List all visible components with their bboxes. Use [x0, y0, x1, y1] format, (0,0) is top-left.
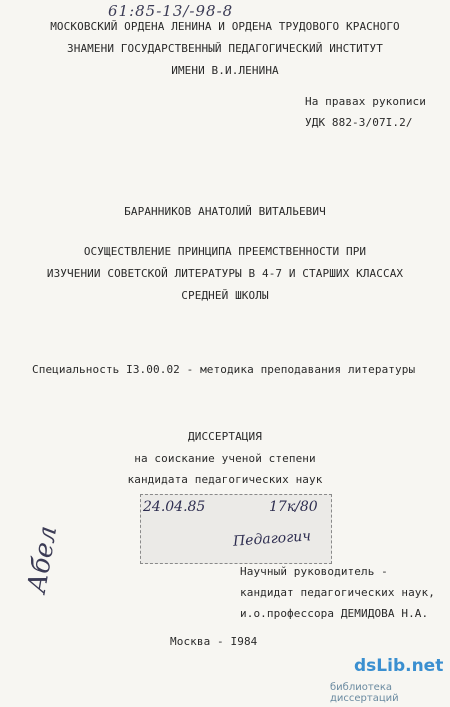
advisor-line-3: и.о.профессора ДЕМИДОВА Н.А.: [240, 607, 429, 620]
institution-line-2: ЗНАМЕНИ ГОСУДАРСТВЕННЫЙ ПЕДАГОГИЧЕСКИЙ ИНСТИТУТ: [67, 42, 383, 55]
margin-signature: Абел: [22, 523, 64, 596]
advisor-line-2: кандидат педагогических наук,: [240, 586, 435, 599]
dslib-caption: библиотека диссертаций: [330, 682, 399, 704]
dslib-logo-text: dsLib.net: [354, 656, 444, 676]
dslib-watermark: [330, 656, 448, 704]
specialty: Специальность I3.00.02 - методика преподавания литературы: [32, 363, 416, 376]
dissertation-heading: ДИССЕРТАЦИЯ: [188, 430, 262, 443]
stamp-date: 24.04.85: [143, 499, 206, 515]
stamp-number: 17к/80: [269, 499, 318, 515]
title-line-3: СРЕДНЕЙ ШКОЛЫ: [181, 289, 269, 302]
degree-line-2: кандидата педагогических наук: [127, 473, 323, 486]
institution-line-1: МОСКОВСКИЙ ОРДЕНА ЛЕНИНА И ОРДЕНА ТРУДОВОГО КРАСНОГО: [50, 20, 400, 33]
udc-code: УДК 882-3/07I.2/: [305, 116, 413, 129]
city-year: Москва - I984: [170, 635, 258, 648]
library-stamp: [140, 494, 332, 564]
institution-line-3: ИМЕНИ В.И.ЛЕНИНА: [171, 64, 279, 77]
stamp-signature: Педагогич: [232, 528, 312, 550]
degree-line-1: на соискание ученой степени: [134, 452, 316, 465]
title-line-1: ОСУЩЕСТВЛЕНИЕ ПРИНЦИПА ПРЕЕМСТВЕННОСТИ ПРИ: [83, 245, 367, 258]
advisor-line-1: Научный руководитель -: [240, 565, 388, 578]
title-line-2: ИЗУЧЕНИИ СОВЕТСКОЙ ЛИТЕРАТУРЫ В 4-7 И СТАРШИХ КЛАССАХ: [46, 267, 404, 280]
author-name: БАРАННИКОВ АНАТОЛИЙ ВИТАЛЬЕВИЧ: [124, 205, 326, 218]
manuscript-rights: На правах рукописи: [305, 95, 427, 108]
handwritten-archive-number: 61:85-13/-98-8: [108, 2, 234, 20]
